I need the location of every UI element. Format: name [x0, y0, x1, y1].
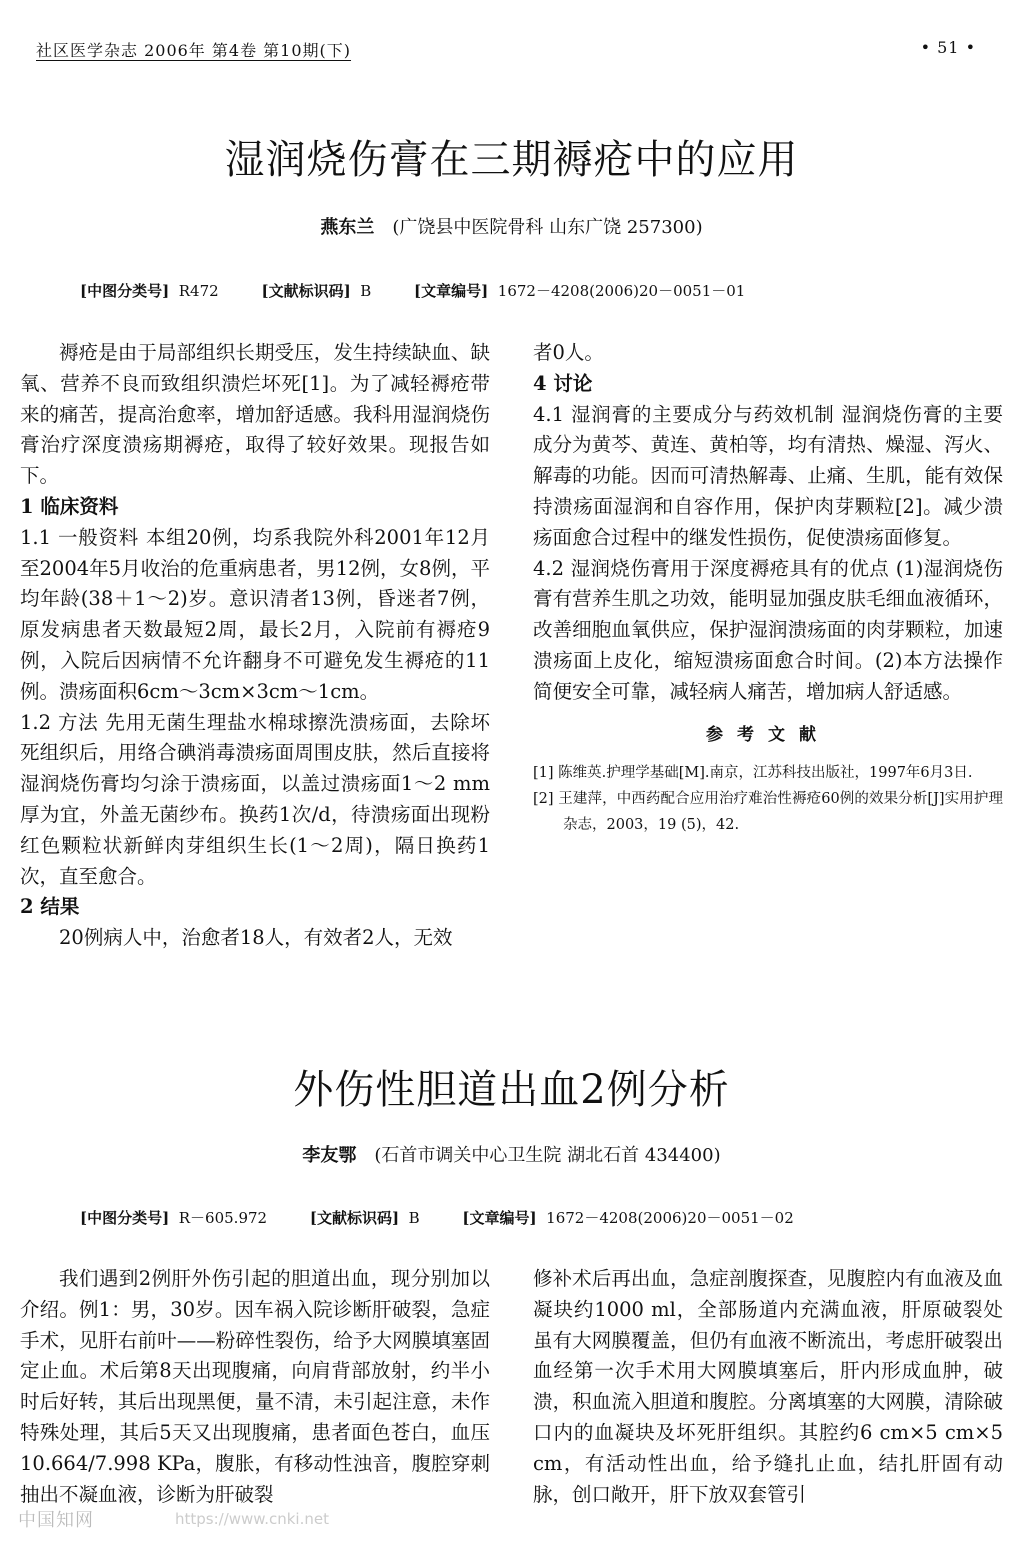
section-heading: 1 临床资料 [20, 494, 119, 518]
section-heading: 4 讨论 [533, 371, 593, 395]
paragraph: 4.1 湿润膏的主要成分与药效机制 湿润烧伤膏的主要成分为黄芩、黄连、黄柏等，均有清热、燥湿、泻火、解毒的功能。因而可清热解毒、止痛、生肌，能有效保持溃疡面湿润和自容作用，保护肉芽颗粒[2]。减少溃疡面愈合过程中的继发性损伤，促使溃疡面修复。 [533, 402, 1003, 549]
clc-value: R472 [178, 282, 219, 300]
paragraph: 褥疮是由于局部组织长期受压，发生持续缺血、缺氧、营养不良而致组织溃烂坏死[1]。为了减轻褥疮带来的痛苦，提高治愈率，增加舒适感。我科用湿润烧伤膏治疗深度溃疡期褥疮，取得了较好效果。现报告如下。 [20, 341, 490, 488]
article2-author: 李友鄂 [302, 1145, 357, 1166]
article2-affiliation: (石首市调关中心卫生院 湖北石首 434400) [374, 1145, 721, 1166]
references-heading: 参考文献 [706, 724, 830, 745]
watermark-logo: 中国知网 [18, 1510, 94, 1531]
clc-value: R－605.972 [178, 1209, 268, 1227]
article2-meta [80, 1207, 832, 1228]
article1-byline [0, 213, 1023, 239]
clc-label: [中图分类号] [80, 282, 170, 300]
article1-meta [80, 280, 783, 301]
art-label: [文章编号] [414, 282, 489, 300]
reference-item: [2] 王建萍，中西药配合应用治疗难治性褥疮60例的效果分析[J]实用护理杂志，2003，19 (5)，42. [533, 791, 1003, 834]
article2-byline [0, 1141, 1023, 1167]
paragraph: 4.2 湿润烧伤膏用于深度褥疮具有的优点 (1)湿润烧伤膏有营养生肌之功效，能明显加强皮肤毛细血液循环，改善细胞血氧供应，保护湿润溃疡面的肉芽颗粒，加速溃疡面上皮化，缩短溃疡面愈合时间。(2)本方法操作简便安全可靠，减轻病人痛苦，增加病人舒适感。 [533, 556, 1003, 703]
article1-left-column [20, 338, 490, 954]
section-heading: 2 结果 [20, 895, 80, 919]
paragraph: 我们遇到2例肝外伤引起的胆道出血，现分别加以介绍。例1：男，30岁。因车祸入院诊断肝破裂，急症手术，见肝右前叶——粉碎性裂伤，给予大网膜填塞固定止血。术后第8天出现腹痛，向肩背部放射，约半小时后好转，其后出现黑便，量不清，未引起注意，未作特殊处理，其后5天又出现腹痛，患者面色苍白，血压10.664/7.998 KPa，腹胀，有移动性浊音，腹腔穿刺抽出不凝血液，诊断为肝破裂 [20, 1267, 490, 1506]
paragraph: 修补术后再出血，急症剖腹探查，见腹腔内有血液及血凝块约1000 ml，全部肠道内充满血液，肝原破裂处虽有大网膜覆盖，但仍有血液不断流出，考虑肝破裂出血经第一次手术用大网膜填塞后，肝内形成血肿，破溃，积血流入胆道和腹腔。分离填塞的大网膜，清除破口内的血凝块及坏死肝组织。其腔约6 cm×5 cm×5 cm，有活动性出血，给予缝扎止血，结扎肝固有动脉，创口敞开，肝下放双套管引 [533, 1267, 1003, 1506]
paragraph: 20例病人中，治愈者18人，有效者2人，无效 [59, 926, 453, 950]
doc-label: [文献标识码] [261, 282, 351, 300]
paragraph: 1.1 一般资料 本组20例，均系我院外科2001年12月至2004年5月收治的危重病患者，男12例，女8例，平均年龄(38＋1～2)岁。意识清者13例，昏迷者7例，原发病患者天数最短2周，最长2月，入院前有褥疮9例，入院后因病情不允许翻身不可避免发生褥疮的11例。溃疡面积6cm～3cm×3cm～1cm。 [20, 525, 490, 703]
paragraph: 者0人。 [533, 341, 604, 364]
reference-item: [1] 陈维英.护理学基础[M].南京，江苏科技出版社，1997年6月3日. [533, 765, 973, 782]
article1-right-column [533, 338, 1003, 838]
art-value: 1672－4208(2006)20－0051－01 [497, 282, 746, 300]
article2-title: 外伤性胆道出血2例分析 [293, 1067, 730, 1113]
doc-value: B [360, 282, 372, 300]
paragraph: 1.2 方法 先用无菌生理盐水棉球擦洗溃疡面，去除坏死组织后，用络合碘消毒溃疡面周围皮肤，然后直接将湿润烧伤膏均匀涂于溃疡面，以盖过溃疡面1～2 mm厚为宜，外盖无菌纱布。换药1次/d，待溃疡面出现粉红色颗粒状新鲜肉芽组织生长(1～2周)，隔日换药1次，直至愈合。 [20, 710, 490, 888]
article2-right-column [533, 1264, 1003, 1510]
article1-affiliation: (广饶县中医院骨科 山东广饶 257300) [392, 217, 703, 238]
journal-info: 社区医学杂志 2006年 第4卷 第10期(下) [36, 41, 352, 60]
art-label: [文章编号] [462, 1209, 537, 1227]
doc-label: [文献标识码] [309, 1209, 400, 1227]
article1-title: 湿润烧伤膏在三期褥疮中的应用 [224, 137, 799, 183]
article2-left-column [20, 1264, 490, 1510]
art-value: 1672－4208(2006)20－0051－02 [546, 1209, 794, 1227]
page-number: • 51 • [920, 38, 976, 57]
watermark-url: https://www.cnki.net [175, 1510, 329, 1528]
doc-value: B [408, 1209, 420, 1227]
clc-label: [中图分类号] [80, 1209, 170, 1227]
article1-author: 燕东兰 [320, 217, 375, 238]
